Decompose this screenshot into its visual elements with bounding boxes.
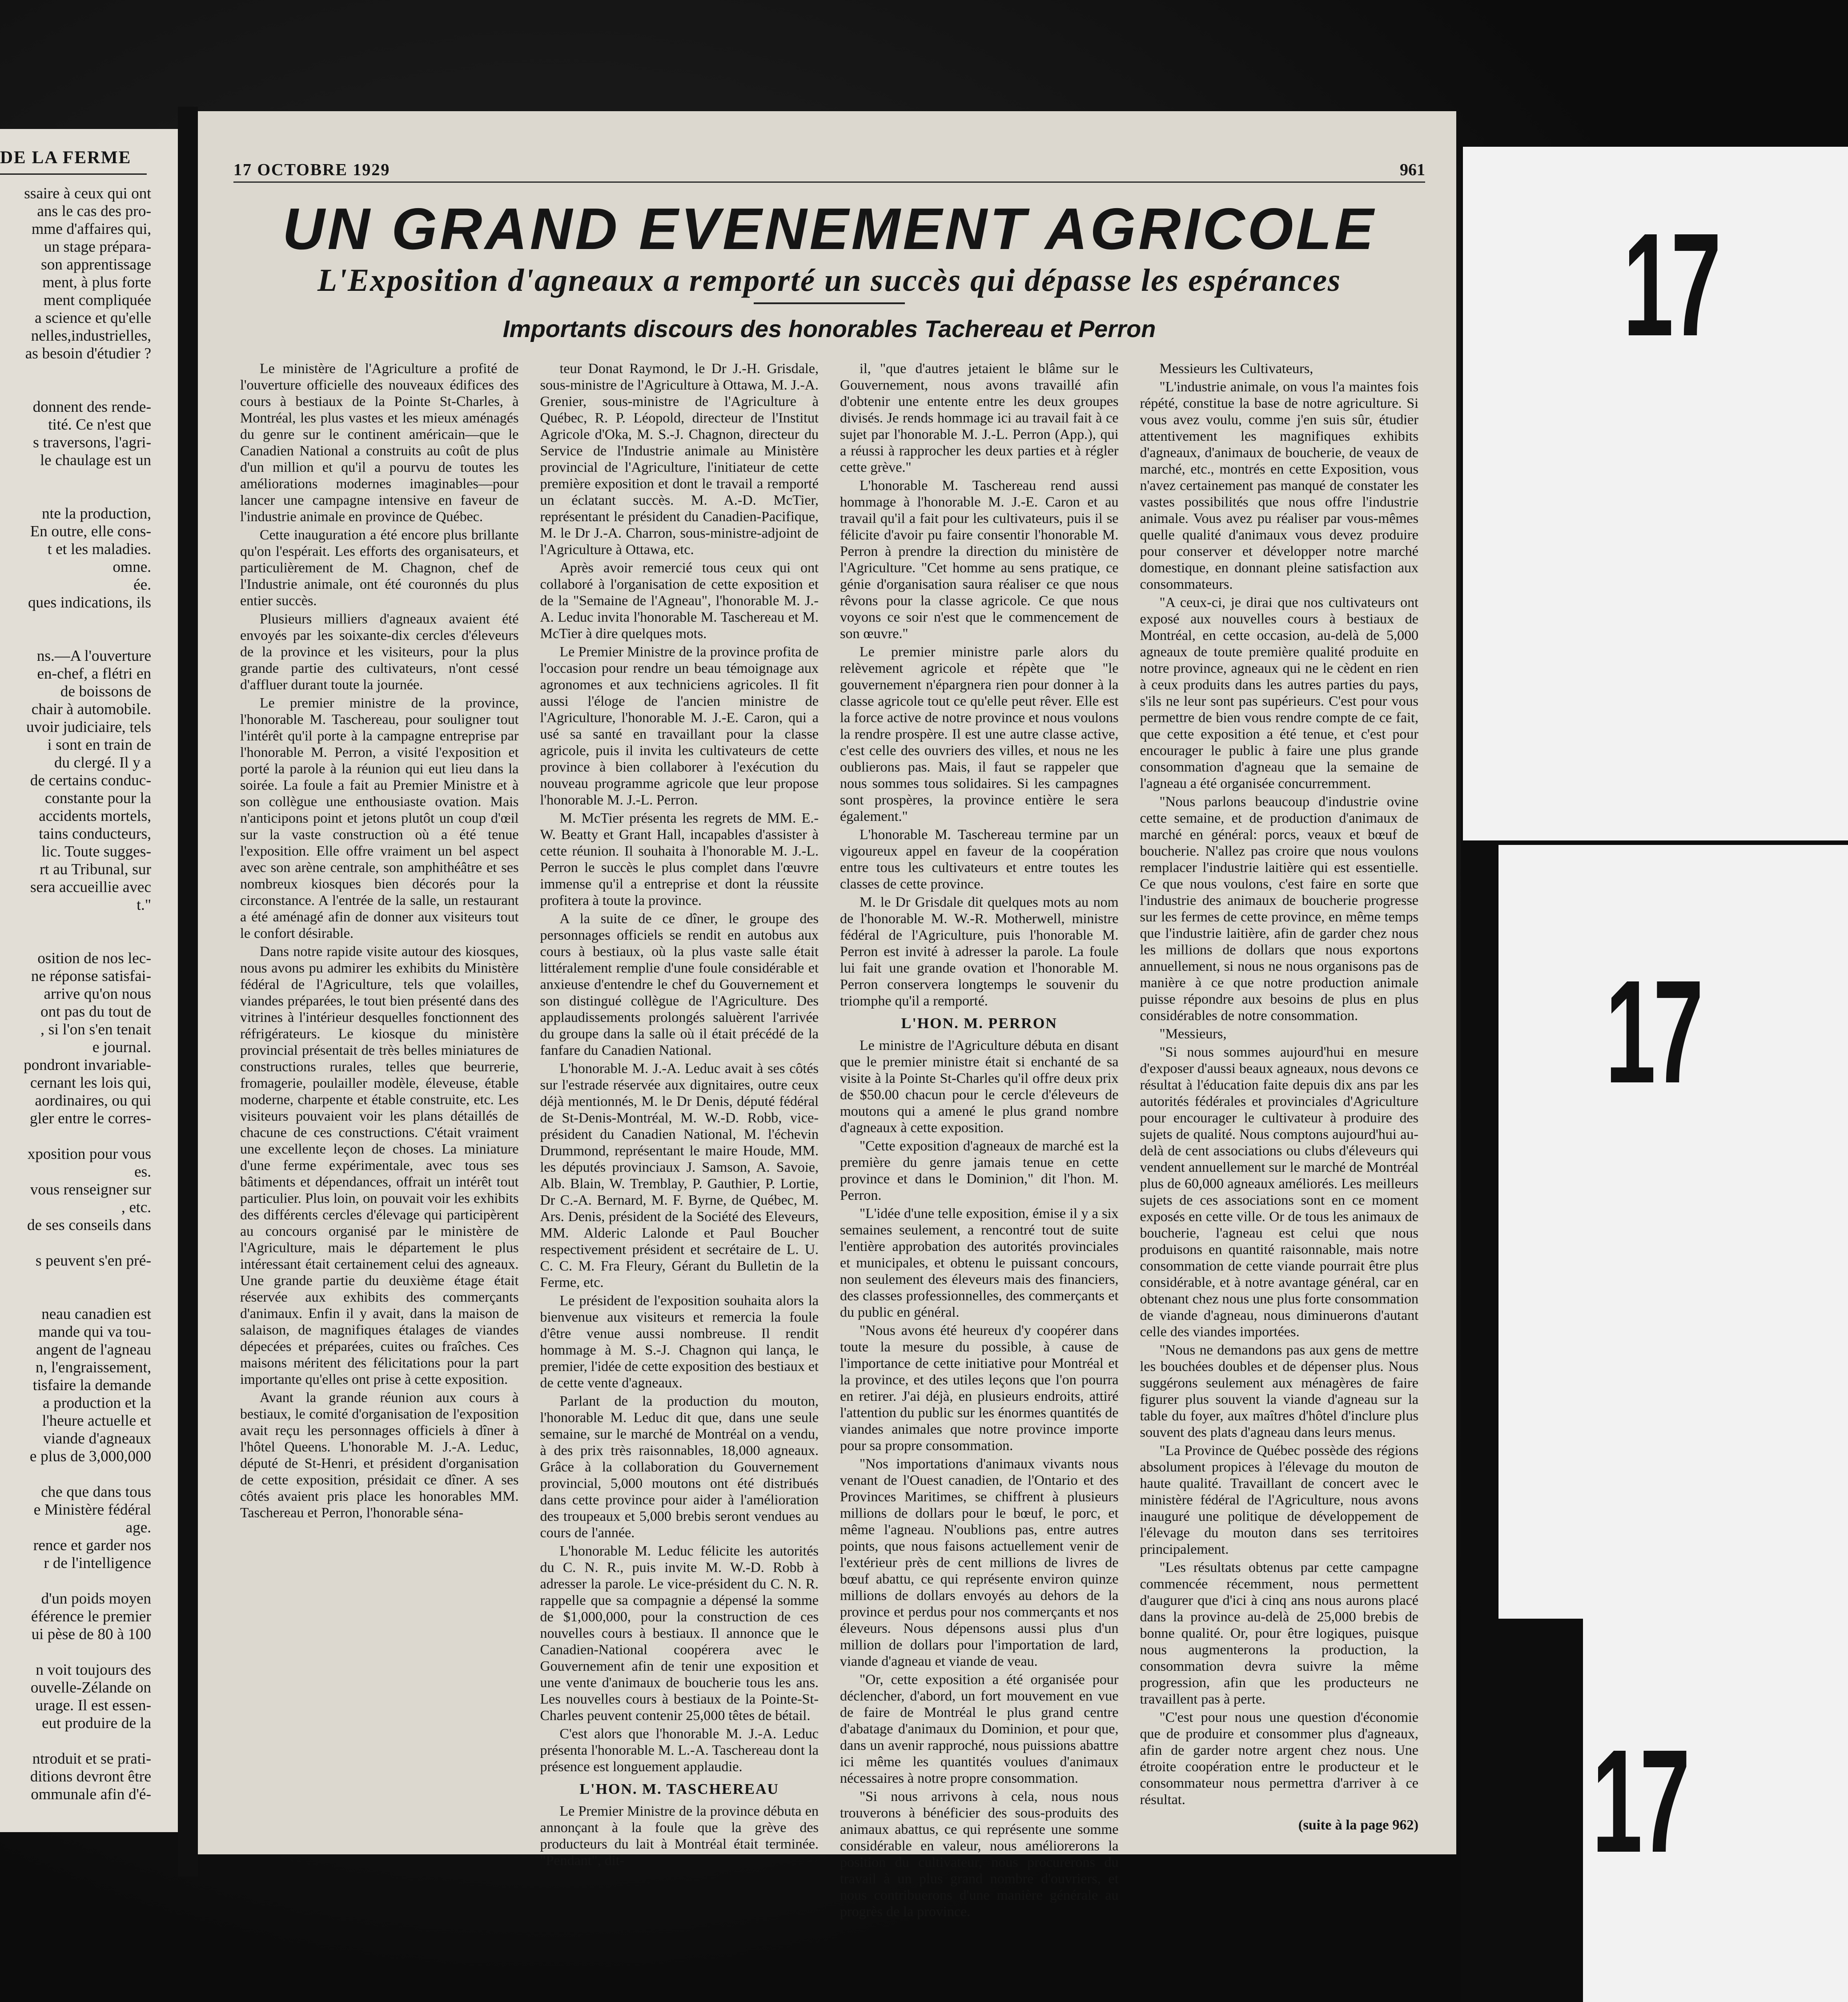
paragraph: Le ministère de l'Agriculture a profité de l'ouverture officielle des nouveaux édifices des cours à bestiaux de la Pointe St-Charles, à Montréal, les plus vastes et les mieux aménagés du genre sur le continent américain—que le Canadien National a construits au coût de plus d'un million et qu'il a pourvu de toutes les améliorations modernes imaginables—pour lancer une campagne intensive en faveur de l'industrie animale en province de Québec.	[240, 360, 519, 524]
paragraph: "L'idée d'une telle exposition, émise il y a six semaines seulement, a rencontré tout de suite l'entière approbation des autorités provinciales et municipales, et obtenu le puissant concours, non seulement des éleveurs mais des financiers, des classes professionnelles, des commerçants et du public en général.	[840, 1205, 1119, 1320]
article-column-4	[1140, 360, 1419, 1833]
text-line: e Ministère fédéral	[33, 1501, 151, 1518]
text-line	[0, 914, 151, 932]
text-line: constante pour la	[44, 789, 151, 807]
text-line	[0, 932, 151, 949]
text-line: r de l'intelligence	[44, 1554, 151, 1572]
text-line: mme d'affaires qui,	[31, 220, 151, 237]
text-line	[0, 1643, 151, 1661]
article-column-3	[840, 360, 1119, 1919]
paragraph: "Si nous sommes aujourd'hui en mesure d'exposer d'aussi beaux agneaux, nous devons ce résultat à l'éducation faite depuis dix ans par les autorités fédérales et provinciales d'Agriculture pour encourager le cultivateur à produire des sujets de qualité. Nous comptons aujourd'hui au-delà de cent associations ou clubs d'éleveurs qui vendent annuellement sur le marché de Montréal plus de 60,000 agneaux améliorés. Les meilleurs sujets de ces associations sont en ce moment exposés en cette ville. Or de tous les animaux de boucherie, l'agneau est celui que nous produisons en quantité raisonnable, mais notre consommation de cette viande pourrait être plus considérable, et à notre avantage général, car en obtenant chez nous une plus forte consommation de viande d'agneau, nous diminuerons d'autant celle des viandes importées.	[1140, 1044, 1418, 1339]
text-line: s traversons, l'agri-	[33, 434, 151, 451]
paragraph: "L'industrie animale, on vous l'a maintes fois répété, constitue la base de notre agriculture. Si vous avez voulu, comme j'en suis sûr, étudier attentivement les magnifiques exhibits d'agneaux, d'animaux de boucherie, de veaux de marché, etc., montrés en cette Exposition, vous n'avez certainement pas manqué de constater les vastes possibilités que nous offre l'industrie animale. Vous avez pu réaliser par vous-mêmes quelle qualité d'animaux vous devez produire pour conserver et développer notre marché domestique, en donnant pleine satisfaction aux consommateurs.	[1140, 378, 1418, 592]
target-card-bottom	[1583, 1619, 1848, 2002]
continued-note: (suite à la page 962)	[1298, 1817, 1418, 1833]
text-line: viande d'agneaux	[43, 1430, 151, 1447]
text-line: lic. Toute sugges-	[41, 843, 151, 860]
headline: UN GRAND EVENEMENT AGRICOLE	[282, 196, 1376, 261]
deck-line: Importants discours des honorables Tachereau et Perron	[502, 316, 1156, 342]
subheadline: L'Exposition d'agneaux a remporté un succès qui dépasse les espérances	[317, 262, 1342, 298]
text-line: ans le cas des pro-	[37, 202, 151, 220]
text-line: pondront invariable-	[24, 1056, 151, 1073]
text-line: n, l'engraissement,	[36, 1359, 151, 1376]
paragraph: "Nous ne demandons pas aux gens de mettre les bouchées doubles et de dépenser plus. Nous suggérons seulement aux ménagères de faire figurer plus souvent la viande d'agneau sur la table du foyer, aux maîtres d'hôtel d'inclure plus souvent des plats d'agneau dans leurs menus.	[1140, 1342, 1418, 1440]
paragraph: L'honorable M. Taschereau rend aussi hommage à l'honorable M. J.-E. Caron et au travail qu'il a fait pour les cultivateurs, puis il se félicite d'avoir pu faire consentir l'honorable M. Perron à prendre la direction du ministère de l'Agriculture. "Cet homme au sens pratique, ce génie d'organisation saura réaliser ce que nous rêvons pour la classe agricole. Ce que nous voyons ce soir n'est que le commencement de son œuvre."	[840, 477, 1119, 641]
page-number: 961	[1400, 161, 1425, 179]
text-line: ée.	[133, 576, 151, 593]
text-line: rence et garder nos	[33, 1536, 151, 1554]
text-line: tains conducteurs,	[39, 825, 151, 842]
text-line: vous renseigner sur	[30, 1181, 151, 1198]
paragraph: "C'est pour nous une question d'économie que de produire et consommer plus d'agneaux, afin de garder notre argent chez nous. Une étroite coopération entre le producteur et le consommateur nous permettra d'arriver à ce résultat.	[1140, 1709, 1418, 1807]
text-line: de certains conduc-	[30, 772, 151, 789]
text-line	[0, 487, 151, 505]
text-line: as besoin d'étudier ?	[25, 345, 151, 362]
text-line	[0, 1572, 151, 1590]
text-line: nte la production,	[42, 505, 151, 522]
paragraph: "Si nous arrivons à cela, nous nous trouverons à bénéficier des sous-produits des animaux abattus, ce qui représente une somme considérable en valeur, nous améliorerons la position du cultivateur, nous procurerons du travail à un plus grand nombre d'ouvriers, et nous contribuerons d'une manière générale au progrès de la province.	[840, 1788, 1119, 1919]
section-heading-taschereau: L'HON. M. TASCHEREAU	[579, 1781, 779, 1797]
text-line: i sont en train de	[47, 736, 151, 753]
left-page-header: DE LA FERME	[0, 147, 147, 175]
text-line: mande qui va tou-	[38, 1323, 151, 1340]
paragraph: Avant la grande réunion aux cours à bestiaux, le comité d'organisation de l'exposition avait reçu les personnages officiels à dîner à l'hôtel Queens. L'honorable M. J.-A. Leduc, député de St-Henri, et président d'organisation de cette exposition, présidait ce dîner. A ses côtés avaient pris place les honorables MM. Taschereau et Perron, l'honorable séna-	[240, 1389, 519, 1520]
text-line: che que dans tous	[41, 1483, 151, 1500]
text-line: ne réponse satisfai-	[31, 967, 151, 985]
text-line: ment compliquée	[43, 291, 151, 309]
text-line: urage. Il est essen-	[35, 1696, 151, 1714]
text-line	[0, 1465, 151, 1483]
text-line: arrive qu'on nous	[44, 985, 151, 1002]
text-line	[0, 1127, 151, 1145]
text-line: ouvelle-Zélande on	[30, 1679, 151, 1696]
text-line: angent de l'agneau	[36, 1341, 151, 1358]
article-column-1	[240, 360, 519, 1828]
text-line: gler entre le corres-	[29, 1110, 151, 1127]
text-line: son apprentissage	[41, 256, 151, 273]
paragraph: "A ceux-ci, je dirai que nos cultivateurs ont exposé aux nouvelles cours à bestiaux de Montréal, en cette occasion, au-delà de 5,000 agneaux de toute première qualité produite en notre province, agneaux qui ne le cèdent en rien à ceux produits dans les autres parties du pays, s'ils ne leur sont pas supérieurs. C'est pour vous permettre de bien vous rendre compte de ce fait, que cette exposition a été tenue, et c'est pour encourager le public à faire une plus grande consommation d'agneau que la semaine de l'agneau a été organisée concurremment.	[1140, 594, 1418, 791]
text-line: un stage prépara-	[44, 238, 151, 255]
text-line: eut produire de la	[42, 1714, 151, 1732]
paragraph: "Or, cette exposition a été organisée pour déclencher, d'abord, un fort mouvement en vue de faire de Montréal le plus grand centre d'abatage d'animaux du Dominion, et pour que, dans un avenir rapproché, nous puissions abattre ici même les quantités voulues d'animaux nécessaires à notre propre consommation.	[840, 1671, 1119, 1786]
text-line	[0, 1732, 151, 1750]
text-line: t."	[137, 896, 151, 913]
paragraph: Parlant de la production du mouton, l'honorable M. Leduc dit que, dans une seule semaine, sur le marché de Montréal on a vendu, à des prix très raisonnables, 18,000 agneaux. Grâce à la collaboration du Gouvernement provincial, 5,000 moutons ont été distribués dans cette province pour aider à l'amélioration des troupeaux et 5,000 brebis seront vendues au cours de l'année.	[540, 1393, 819, 1540]
text-line: ques indications, ils	[28, 594, 151, 611]
text-line: es.	[134, 1163, 151, 1180]
text-line: le chaulage est un	[40, 451, 151, 469]
text-line	[0, 629, 151, 647]
paragraph: Le ministre de l'Agriculture débuta en disant que le premier ministre était si enchanté de sa visite à la Pointe St-Charles qu'il offre deux prix de $50.00 chacun pour le cercle d'éleveurs de moutons qui a amené le plus grand nombre d'agneaux à cette exposition.	[840, 1037, 1119, 1135]
text-line: xposition pour vous	[27, 1145, 151, 1162]
text-line	[0, 469, 151, 487]
paragraph: M. le Dr Grisdale dit quelques mots au nom de l'honorable M. W.-R. Motherwell, ministre fédéral de l'Agriculture, puis l'honorable M. Perron est invité à adresser la parole. La foule lui fait une grande ovation et l'honorable M. Perron conservera longtemps le souvenir du triomphe qu'il a remporté.	[840, 894, 1119, 1009]
text-line: ment, à plus forte	[42, 273, 151, 291]
paragraph: Le Premier Ministre de la province débuta en annonçant à la foule que la grève des producteurs du lait à Montréal était terminée. "Pendant", dit-	[540, 1803, 819, 1868]
text-line: d'un poids moyen	[41, 1590, 151, 1607]
text-line: , etc.	[121, 1198, 151, 1216]
text-line: rt au Tribunal, sur	[40, 860, 151, 878]
text-line: chair à automobile.	[31, 700, 151, 718]
paragraph: "Nos importations d'animaux vivants nous venant de l'Ouest canadien, de l'Ontario et des Provinces Maritimes, se chiffrent à plusieurs millions de dollars pour le bœuf, le porc, et même l'agneau. N'oublions pas, entre autres points, que nous faisons actuellement venir de l'extérieur près de cent millions de livres de bœuf abattu, ce qui représente environ quinze millions de dollars envoyés au dehors de la province et perdus pour nos commerçants et nos éleveurs. Nous dépensons aussi plus d'un million de dollars pour l'importation de lard, viande d'agneau et viande de veau.	[840, 1455, 1119, 1669]
issue-date: 17 OCTOBRE 1929	[233, 161, 390, 179]
text-line	[0, 362, 151, 380]
paragraph: il, "que d'autres jetaient le blâme sur le Gouvernement, nous avons travaillé afin d'obtenir une entente entre les deux groupes divisés. Je rends hommage ici au travail fait à ce sujet par l'honorable M. J.-L. Perron (App.), qui a réussi à rapprocher les deux parties et à régler cette grève."	[840, 360, 1119, 475]
text-line: donnent des rende-	[32, 398, 151, 415]
text-line: ont pas du tout de	[40, 1003, 151, 1020]
divider-rule	[754, 302, 905, 304]
left-adjacent-page	[0, 129, 178, 1832]
paragraph: Le premier ministre de la province, l'honorable M. Taschereau, pour souligner tout l'intérêt qu'il porte à la campagne entreprise par l'honorable M. Perron, a visité l'exposition et porté la parole à la réunion qui eut lieu dans la soirée. La foule a fait au Premier Ministre et à son collègue une enthousiaste ovation. Mais n'anticipons point et jetons plutôt un coup d'œil sur la vaste construction où a été tenue l'exposition. Elle offre vraiment un bel aspect avec son arène centrale, son amphithéâtre et ses nombreux kiosques bien décorés pour la circonstance. A l'entrée de la salle, un restaurant a été aménagé afin de donner aux visiteurs tout le confort désirable.	[240, 695, 519, 941]
text-line	[0, 380, 151, 398]
paragraph: C'est alors que l'honorable M. J.-A. Leduc présenta l'honorable M. L.-A. Taschereau dont la présence est longuement applaudie.	[540, 1725, 819, 1774]
text-line: aordinaires, ou qui	[35, 1092, 151, 1109]
paragraph: Cette inauguration a été encore plus brillante qu'on l'espérait. Les efforts des organisateurs, et particulièrement de M. Chagnon, chef de l'Industrie animale, ont été couronnés du plus entier succès.	[240, 527, 519, 608]
text-line: ui pèse de 80 à 100	[31, 1625, 151, 1643]
target-card-top	[1463, 147, 1848, 840]
paragraph: teur Donat Raymond, le Dr J.-H. Grisdale, sous-ministre de l'Agriculture à Ottawa, M. J.-A. Grenier, sous-ministre de l'Agriculture à Québec, R. P. Léopold, directeur de l'Institut Agricole d'Oka, M. S.-J. Chagnon, directeur du Service de l'Industrie animale au Ministère provincial de l'Agriculture, l'initiateur de cette première exposition et dont le travail a remporté un éclatant succès. M. A.-D. McTier, représentant le président du Canadien-Pacifique, M. le Dr J.-A. Charron, sous-ministre-adjoint de l'Agriculture à Ottawa, etc.	[540, 360, 819, 557]
paragraph: Le Premier Ministre de la province profita de l'occasion pour rendre un beau témoignage aux agronomes et aux techniciens agricoles. Il fit aussi l'éloge de l'ancien ministre de l'Agriculture, l'honorable M. J.-E. Caron, qui a usé sa santé en travaillant pour la classe agricole, puis il invita les cultivateurs de cette province à bien collaborer à l'exécution du nouveau programme agricole que leur propose l'honorable M. J.-L. Perron.	[540, 643, 819, 808]
article-columns	[240, 360, 1418, 1919]
paragraph: "Cette exposition d'agneaux de marché est la première du genre jamais tenue en cette province et dans le Dominion," dit l'hon. M. Perron.	[840, 1138, 1119, 1203]
text-line: du clergé. Il y a	[54, 754, 151, 771]
text-line: e plus de 3,000,000	[29, 1447, 151, 1465]
paragraph: "Les résultats obtenus par cette campagne commencée récemment, nous permettent d'augurer que d'ici à cinq ans nous aurons placé dans la province au-delà de 25,000 brebis de bonne qualité. Or, pour être logiques, puisque nous augmenterons la production, la consommation devra suivre la même progression, afin que les producteurs ne travaillent pas à perte.	[1140, 1559, 1418, 1707]
paragraph: Messieurs les Cultivateurs,	[1159, 360, 1314, 376]
running-header	[233, 160, 1425, 183]
text-line: de boissons de	[60, 683, 151, 700]
text-line: accidents mortels,	[39, 807, 151, 824]
text-line	[0, 1234, 151, 1252]
paragraph: L'honorable M. Leduc félicite les autorités du C. N. R., puis invite M. W.-D. Robb à adresser la parole. Le vice-président du C. N. R. rappelle que sa compagnie a dépensé la somme de $1,000,000, pour la construction de ces nouvelles cours à bestiaux. Il annonce que le Canadien-National coopérera avec le Gouvernement afin de tenir une exposition et une vente d'animaux de boucherie tous les ans. Les nouvelles cours à bestiaux de la Pointe-St-Charles peuvent contenir 25,000 têtes de bétail.	[540, 1543, 819, 1723]
target-card-middle	[1498, 845, 1848, 1619]
text-line: l'heure actuelle et	[42, 1412, 151, 1429]
text-line: ssaire à ceux qui ont	[24, 185, 151, 202]
text-line: uvoir judiciaire, tels	[26, 718, 151, 736]
text-line: s peuvent s'en pré-	[36, 1252, 151, 1269]
frame-number-middle: 17	[1605, 949, 1701, 1114]
newspaper-page	[198, 111, 1456, 1919]
text-line: en-chef, a flétri en	[37, 665, 151, 682]
paragraph: Après avoir remercié tous ceux qui ont collaboré à l'organisation de cette exposition et de la "Semaine de l'Agneau", l'honorable M. J.-A. Leduc invita l'honorable M. Taschereau et M. McTier à dire quelques mots.	[540, 559, 819, 641]
left-page-text	[0, 185, 151, 1803]
paragraph: Le premier ministre parle alors du relèvement agricole et répète que "le gouvernement n'épargnera rien pour donner à la classe agricole tout ce qu'elle peut rêver. Elle est la force active de notre province et nous voulons la rendre prospère. Il est une autre classe active, c'est celle des ouvriers des villes, et nous ne les oublierons pas. Mais, il faut se rappeler que nous sommes tous solidaires. Si les campagnes sont prospères, la province entière le sera également."	[840, 643, 1119, 824]
paragraph: Dans notre rapide visite autour des kiosques, nous avons pu admirer les exhibits du Ministère fédéral de l'Agriculture, tels que volailles, viandes préparées, le tout bien présenté dans des vitrines à l'intérieur desquelles fonctionnent des réfrigérateurs. Le kiosque du ministère provincial présentait de très belles miniatures de constructions rurales, telles que beurrerie, fromagerie, poulailler modèle, éleveuse, étable moderne, charpente et étable construite, etc. Les visiteurs pouvaient voir les plans détaillés de chacune de ces constructions. C'était vraiment une excellente leçon de choses. La miniature d'une ferme expérimentale, avec tous ses bâtiments et dépendances, offrait un intérêt tout particulier. Plus loin, on pouvait voir les exhibits des différents cercles d'élevage qui participèrent au concours organisé par le ministère de l'Agriculture, mais le département le plus intéressant était certainement celui des agneaux. Une grande partie du deuxième étage était réservée aux exhibits des commerçants d'animaux. Enfin il y avait, dans la maison de salaison, de magnifiques étalages de viandes dépecées et préparées, cuites ou fraîches. Ces maisons méritent des félicitations pour la part importante qu'elles ont prise à cette exposition.	[240, 943, 519, 1387]
text-line: tité. Ce n'est que	[48, 416, 151, 433]
page-gutter	[178, 107, 198, 1877]
text-line: e journal.	[92, 1038, 151, 1056]
paragraph: Plusieurs milliers d'agneaux avaient été envoyés par les soixante-dix cercles d'éleveurs de la province et les visiteurs, pour la plus grande partie des cultivateurs, n'ont cessé d'affluer durant toute la journée.	[240, 611, 519, 692]
text-line: éférence le premier	[31, 1608, 151, 1625]
paragraph: "Messieurs,	[1159, 1025, 1227, 1041]
text-line: ntroduit et se prati-	[32, 1750, 151, 1767]
text-line	[0, 1287, 151, 1305]
text-line: cernant les lois qui,	[30, 1074, 151, 1091]
text-line: a production et la	[43, 1394, 151, 1411]
text-line: ns.—A l'ouverture	[36, 647, 151, 664]
text-line	[0, 611, 151, 629]
paragraph: Le président de l'exposition souhaita alors la bienvenue aux visiteurs et remercia la foule d'être venue aussi nombreuse. Il rendit hommage à M. S.-J. Chagnon qui lança, le premier, l'idée de cette exposition des bestiaux et de cette vente d'agneaux.	[540, 1292, 819, 1391]
text-line: sera accueillie avec	[30, 878, 151, 896]
text-line: n voit toujours des	[36, 1661, 151, 1678]
paragraph: L'honorable M. J.-A. Leduc avait à ses côtés sur l'estrade réservée aux dignitaires, outre ceux déjà mentionnés, M. le Dr Denis, député fédéral de St-Denis-Montréal, M. W.-D. Robb, vice-président du Canadien National, M. l'échevin Drummond, représentant le maire Houde, MM. les députés provinciaux J. Samson, A. Savoie, Alb. Blain, W. Tremblay, P. Gauthier, P. Lortie, Dr C.-A. Bernard, M. F. Byrne, de Québec, M. Ars. Denis, président de la Société des Eleveurs, MM. Alderic Lalonde et Paul Boucher respectivement président et secrétaire de L. U. C. C. M. Fra Fleury, Gérant du Bulletin de la Ferme, etc.	[540, 1060, 819, 1290]
paragraph: L'honorable M. Taschereau termine par un vigoureux appel en faveur de la coopération entre tous les cultivateurs et entre toutes les classes de cette province.	[840, 826, 1119, 892]
text-line: , si l'on s'en tenait	[40, 1021, 151, 1038]
paragraph: A la suite de ce dîner, le groupe des personnages officiels se rendit en autobus aux cours à bestiaux, où la plus vaste salle était littéralement remplie d'une foule considérable et anxieuse d'entendre le chef du Gouvernement et son distingué collègue de l'Agriculture. Des applaudissements prolongés saluèrent l'arrivée du groupe dans la salle où il était précédé de la fanfare du Canadien National.	[540, 910, 819, 1058]
text-line	[0, 1270, 151, 1287]
text-line: a science et qu'elle	[35, 309, 151, 326]
text-line: tisfaire la demande	[32, 1376, 151, 1394]
text-line: ommunale afin d'é-	[31, 1785, 151, 1803]
text-line: nelles,industrielles,	[31, 327, 151, 344]
paragraph: "Nous parlons beaucoup d'industrie ovine cette semaine, et de production d'animaux de marché en général: porcs, veaux et bœuf de boucherie. N'allez pas croire que nous voulons remplacer l'industrie laitière qui est essentielle. Ce que nous voulons, c'est faire en sorte que l'industrie des animaux de boucherie progresse sur les fermes de cette province, en même temps que l'industrie laitière, afin de garder chez nous les millions de dollars que nous exportons annuellement, si nous ne nous organisons pas de manière à ce que notre production animale puisse répondre aux besoins de plus en plus considérables de notre consommation.	[1140, 793, 1418, 1023]
text-line: omne.	[112, 558, 151, 575]
paragraph: "La Province de Québec possède des régions absolument propices à l'élevage du mouton de haute qualité. Travaillant de concert avec le ministère fédéral de l'Agriculture, nous avons inauguré une politique de développement de l'élevage du mouton dans ses territoires principalement.	[1140, 1442, 1418, 1557]
article-column-2	[540, 360, 819, 1868]
text-line: de ses conseils dans	[27, 1216, 151, 1234]
text-line: neau canadien est	[41, 1305, 151, 1323]
text-line: ditions devront être	[30, 1768, 151, 1785]
text-line: age.	[125, 1519, 151, 1536]
paragraph: M. McTier présenta les regrets de MM. E.-W. Beatty et Grant Hall, incapables d'assister à cette réunion. Il souhaita à l'honorable M. J.-L. Perron le succès le plus complet dans l'œuvre immense qu'il a entreprise et dont la réussite profitera à toute la province.	[540, 810, 819, 908]
text-line: t et les maladies.	[47, 540, 151, 558]
paragraph: "Nous avons été heureux d'y coopérer dans toute la mesure du possible, à cause de l'importance de cette initiative pour Montréal et la province, et des utiles leçons que l'on pourra en retirer. J'ai déjà, en plusieurs endroits, attiré l'attention du public sur les énormes quantités de viandes animales que notre province importe pour sa propre consommation.	[840, 1322, 1119, 1453]
section-heading-perron: L'HON. M. PERRON	[901, 1015, 1057, 1032]
frame-number-top: 17	[1623, 202, 1719, 366]
text-line: En outre, elle cons-	[30, 523, 151, 540]
frame-number-bottom: 17	[1592, 1719, 1688, 1883]
text-line: osition de nos lec-	[37, 949, 151, 967]
